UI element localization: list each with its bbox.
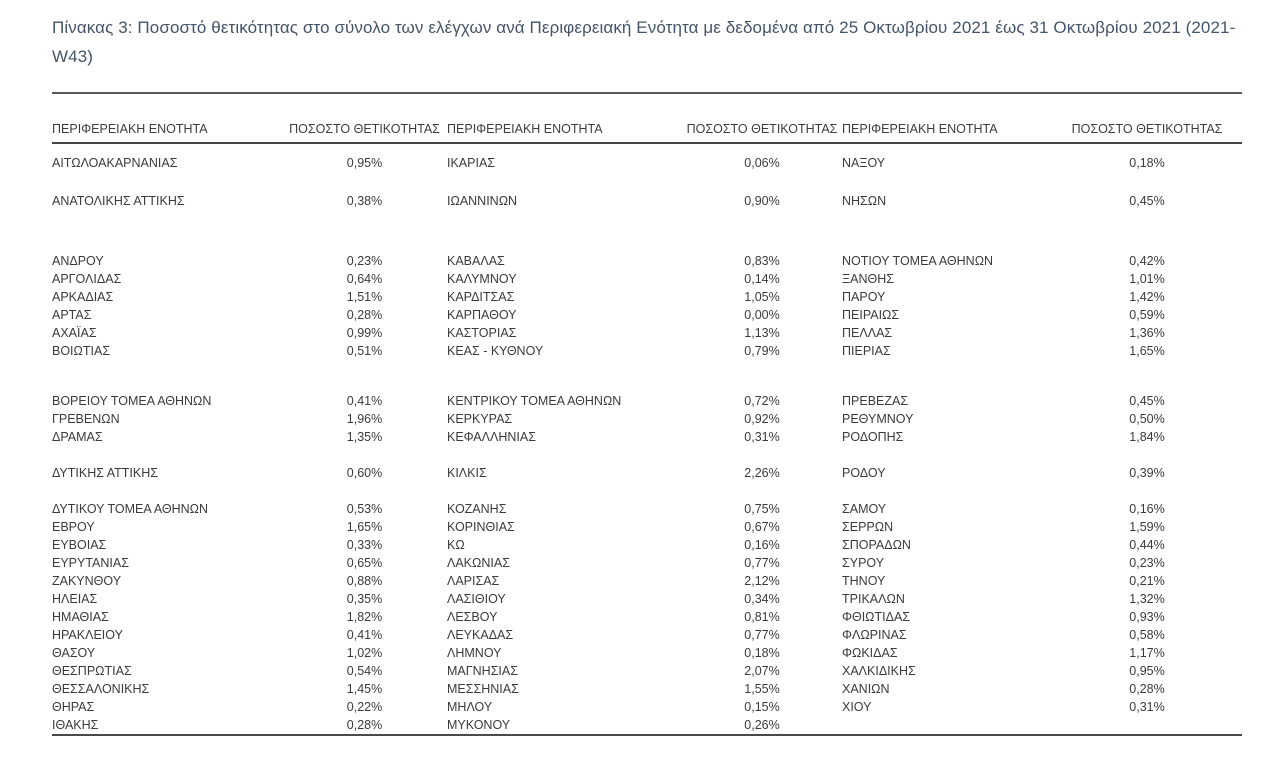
positivity-value: 0,95% <box>346 156 383 170</box>
region-name: ΦΛΩΡΙΝΑΣ <box>842 628 907 642</box>
column-header-positivity-3: ΠΟΣΟΣΤΟ ΘΕΤΙΚΟΤΗΤΑΣ <box>1052 94 1242 143</box>
region-name: ΤΡΙΚΑΛΩΝ <box>842 592 905 606</box>
region-name: ΚΕΡΚΥΡΑΣ <box>447 412 513 426</box>
positivity-value: 0,16% <box>1129 502 1165 516</box>
region-name: ΑΡΓΟΛΙΔΑΣ <box>52 272 122 286</box>
positivity-value: 1,42% <box>1129 290 1165 304</box>
region-name: ΚΑΣΤΟΡΙΑΣ <box>447 326 517 340</box>
positivity-value: 0,75% <box>744 502 780 516</box>
region-name: ΛΕΥΚΑΔΑΣ <box>447 628 514 642</box>
positivity-value: 0,21% <box>1129 574 1165 588</box>
region-name: ΚΟΡΙΝΘΙΑΣ <box>447 520 515 534</box>
region-name <box>842 716 1052 735</box>
region-name: ΡΟΔΟΠΗΣ <box>842 430 904 444</box>
table-row <box>52 410 1242 428</box>
region-name: ΧΑΛΚΙΔΙΚΗΣ <box>842 664 916 678</box>
positivity-value: 0,72% <box>744 394 780 408</box>
region-name: ΘΕΣΠΡΩΤΙΑΣ <box>52 664 132 678</box>
region-name: ΗΛΕΙΑΣ <box>52 592 98 606</box>
positivity-value: 0,26% <box>744 718 780 732</box>
region-name: ΘΗΡΑΣ <box>52 700 95 714</box>
positivity-value: 0,23% <box>346 254 383 268</box>
positivity-value: 0,67% <box>744 520 780 534</box>
positivity-value: 0,60% <box>346 466 383 480</box>
region-name: ΠΑΡΟΥ <box>842 290 886 304</box>
positivity-value: 0,99% <box>346 326 383 340</box>
positivity-value: 0,38% <box>346 194 383 208</box>
positivity-value: 1,17% <box>1129 646 1165 660</box>
region-name: ΚΟΖΑΝΗΣ <box>447 502 507 516</box>
region-name: ΑΡΤΑΣ <box>52 308 92 322</box>
positivity-table <box>52 94 1242 736</box>
positivity-value: 0,44% <box>1129 538 1165 552</box>
region-name: ΧΙΟΥ <box>842 700 872 714</box>
positivity-value: 0,28% <box>346 308 383 322</box>
region-name: ΦΘΙΩΤΙΔΑΣ <box>842 610 911 624</box>
table-row <box>52 182 1242 220</box>
table-row <box>52 518 1242 536</box>
positivity-value: 0,33% <box>346 538 383 552</box>
region-name: ΛΕΣΒΟΥ <box>447 610 498 624</box>
positivity-value: 1,59% <box>1129 520 1165 534</box>
region-name: ΚΩ <box>447 538 465 552</box>
region-name: ΒΟΡΕΙΟΥ ΤΟΜΕΑ ΑΘΗΝΩΝ <box>52 394 212 408</box>
region-name: ΛΑΚΩΝΙΑΣ <box>447 556 510 570</box>
table-row <box>52 680 1242 698</box>
table-row <box>52 392 1242 410</box>
positivity-value: 1,96% <box>346 412 383 426</box>
positivity-value: 1,45% <box>346 682 383 696</box>
positivity-value: 0,14% <box>744 272 780 286</box>
region-name: ΑΝΑΤΟΛΙΚΗΣ ΑΤΤΙΚΗΣ <box>52 194 185 208</box>
positivity-value: 0,22% <box>346 700 383 714</box>
table-row <box>52 554 1242 572</box>
positivity-value: 0,06% <box>744 156 780 170</box>
positivity-value: 0,81% <box>744 610 780 624</box>
region-name: ΔΡΑΜΑΣ <box>52 430 103 444</box>
column-header-positivity-2: ΠΟΣΟΣΤΟ ΘΕΤΙΚΟΤΗΤΑΣ <box>682 94 842 143</box>
positivity-value: 0,35% <box>346 592 383 606</box>
positivity-value: 0,23% <box>1129 556 1165 570</box>
positivity-value: 0,45% <box>1129 394 1165 408</box>
positivity-value: 1,36% <box>1129 326 1165 340</box>
table-row <box>52 698 1242 716</box>
group-spacer <box>52 482 1242 500</box>
region-name: ΠΡΕΒΕΖΑΣ <box>842 394 909 408</box>
region-name: ΜΑΓΝΗΣΙΑΣ <box>447 664 518 678</box>
region-name: ΘΑΣΟΥ <box>52 646 96 660</box>
region-name: ΔΥΤΙΚΗΣ ΑΤΤΙΚΗΣ <box>52 466 158 480</box>
region-name: ΤΗΝΟΥ <box>842 574 886 588</box>
positivity-value: 0,16% <box>744 538 780 552</box>
region-name: ΑΡΚΑΔΙΑΣ <box>52 290 114 304</box>
region-name: ΖΑΚΥΝΘΟΥ <box>52 574 122 588</box>
table-row <box>52 342 1242 360</box>
table-row <box>52 500 1242 518</box>
table-row <box>52 626 1242 644</box>
positivity-value: 0,77% <box>744 628 780 642</box>
positivity-value <box>1052 716 1242 735</box>
positivity-value: 0,79% <box>744 344 780 358</box>
region-name: ΠΕΛΛΑΣ <box>842 326 893 340</box>
positivity-value: 0,65% <box>346 556 383 570</box>
table-row <box>52 590 1242 608</box>
table-row <box>52 428 1242 446</box>
positivity-value: 1,01% <box>1129 272 1165 286</box>
positivity-value: 1,05% <box>744 290 780 304</box>
region-name: ΚΑΒΑΛΑΣ <box>447 254 505 268</box>
table-header <box>52 94 1242 143</box>
table-row <box>52 324 1242 342</box>
positivity-value: 2,12% <box>744 574 780 588</box>
positivity-value: 1,65% <box>346 520 383 534</box>
region-name: ΑΝΔΡΟΥ <box>52 254 104 268</box>
region-name: ΕΒΡΟΥ <box>52 520 95 534</box>
region-name: ΗΜΑΘΙΑΣ <box>52 610 109 624</box>
positivity-value: 2,26% <box>744 466 780 480</box>
positivity-value: 0,51% <box>346 344 383 358</box>
positivity-value: 0,50% <box>1129 412 1165 426</box>
region-name: ΚΕΝΤΡΙΚΟΥ ΤΟΜΕΑ ΑΘΗΝΩΝ <box>447 394 622 408</box>
table-caption: Πίνακας 3: Ποσοστό θετικότητας στο σύνολο των ελέγχων ανά Περιφερειακή Ενότητα με δεδομένα από 25 Οκτωβρίου 2021 έως 31 Οκτωβρίου 2021 (2021-W43) <box>52 18 1236 66</box>
table-body <box>52 143 1242 735</box>
region-name: ΝΑΞΟΥ <box>842 156 886 170</box>
region-name: ΞΑΝΘΗΣ <box>842 272 894 286</box>
region-name: ΓΡΕΒΕΝΩΝ <box>52 412 120 426</box>
group-spacer <box>52 220 1242 252</box>
group-spacer <box>52 360 1242 392</box>
table-row <box>52 662 1242 680</box>
region-name: ΘΕΣΣΑΛΟΝΙΚΗΣ <box>52 682 150 696</box>
positivity-value: 2,07% <box>744 664 780 678</box>
positivity-value: 1,51% <box>346 290 383 304</box>
column-header-region-1: ΠΕΡΙΦΕΡΕΙΑΚΗ ΕΝΟΤΗΤΑ <box>52 94 282 143</box>
positivity-value: 0,18% <box>1129 156 1165 170</box>
positivity-value: 1,65% <box>1129 344 1165 358</box>
positivity-value: 1,02% <box>346 646 383 660</box>
region-name: ΙΩΑΝΝΙΝΩΝ <box>447 194 518 208</box>
region-name: ΒΟΙΩΤΙΑΣ <box>52 344 111 358</box>
region-name: ΦΩΚΙΔΑΣ <box>842 646 898 660</box>
positivity-value: 0,92% <box>744 412 780 426</box>
positivity-value: 1,55% <box>744 682 780 696</box>
positivity-value: 0,88% <box>346 574 383 588</box>
region-name: ΕΥΒΟΙΑΣ <box>52 538 107 552</box>
positivity-value: 1,84% <box>1129 430 1165 444</box>
positivity-value: 0,93% <box>1129 610 1165 624</box>
positivity-value: 0,58% <box>1129 628 1165 642</box>
region-name: ΜΕΣΣΗΝΙΑΣ <box>447 682 519 696</box>
region-name: ΝΗΣΩΝ <box>842 194 887 208</box>
positivity-value: 1,13% <box>744 326 780 340</box>
region-name: ΙΘΑΚΗΣ <box>52 718 99 732</box>
region-name: ΚΑΡΠΑΘΟΥ <box>447 308 517 322</box>
positivity-value: 0,41% <box>346 394 383 408</box>
region-name: ΑΙΤΩΛΟΑΚΑΡΝΑΝΙΑΣ <box>52 156 178 170</box>
positivity-value: 0,41% <box>346 628 383 642</box>
group-spacer <box>52 446 1242 464</box>
region-name: ΛΑΣΙΘΙΟΥ <box>447 592 506 606</box>
positivity-value: 0,34% <box>744 592 780 606</box>
positivity-value: 1,32% <box>1129 592 1165 606</box>
region-name: ΑΧΑΪΑΣ <box>52 326 97 340</box>
positivity-value: 0,00% <box>744 308 780 322</box>
region-name: ΣΑΜΟΥ <box>842 502 887 516</box>
column-header-positivity-1: ΠΟΣΟΣΤΟ ΘΕΤΙΚΟΤΗΤΑΣ <box>282 94 447 143</box>
region-name: ΚΑΡΔΙΤΣΑΣ <box>447 290 515 304</box>
region-name: ΔΥΤΙΚΟΥ ΤΟΜΕΑ ΑΘΗΝΩΝ <box>52 502 209 516</box>
positivity-value: 0,15% <box>744 700 780 714</box>
positivity-value: 0,28% <box>346 718 383 732</box>
table-row <box>52 270 1242 288</box>
table-row <box>52 306 1242 324</box>
column-header-region-3: ΠΕΡΙΦΕΡΕΙΑΚΗ ΕΝΟΤΗΤΑ <box>842 94 1052 143</box>
positivity-value: 0,95% <box>1129 664 1165 678</box>
region-name: ΣΕΡΡΩΝ <box>842 520 894 534</box>
positivity-value: 0,18% <box>744 646 780 660</box>
region-name: ΠΕΙΡΑΙΩΣ <box>842 308 900 322</box>
region-name: ΡΕΘΥΜΝΟΥ <box>842 412 914 426</box>
positivity-value: 0,31% <box>1129 700 1165 714</box>
region-name: ΝΟΤΙΟΥ ΤΟΜΕΑ ΑΘΗΝΩΝ <box>842 254 994 268</box>
region-name: ΚΙΛΚΙΣ <box>447 466 487 480</box>
region-name: ΧΑΝΙΩΝ <box>842 682 890 696</box>
table-row <box>52 644 1242 662</box>
positivity-value: 0,83% <box>744 254 780 268</box>
positivity-value: 0,54% <box>346 664 383 678</box>
positivity-value: 0,90% <box>744 194 780 208</box>
region-name: ΜΗΛΟΥ <box>447 700 493 714</box>
positivity-value: 0,77% <box>744 556 780 570</box>
region-name: ΗΡΑΚΛΕΙΟΥ <box>52 628 123 642</box>
positivity-value: 0,53% <box>346 502 383 516</box>
column-header-region-2: ΠΕΡΙΦΕΡΕΙΑΚΗ ΕΝΟΤΗΤΑ <box>447 94 682 143</box>
region-name: ΛΑΡΙΣΑΣ <box>447 574 500 588</box>
positivity-value: 1,82% <box>346 610 383 624</box>
table-row <box>52 288 1242 306</box>
table-row <box>52 608 1242 626</box>
table-row <box>52 716 1242 735</box>
positivity-value: 0,39% <box>1129 466 1165 480</box>
positivity-value: 0,59% <box>1129 308 1165 322</box>
region-name: ΠΙΕΡΙΑΣ <box>842 344 891 358</box>
region-name: ΚΑΛΥΜΝΟΥ <box>447 272 517 286</box>
positivity-value: 0,45% <box>1129 194 1165 208</box>
region-name: ΣΥΡΟΥ <box>842 556 885 570</box>
region-name: ΡΟΔΟΥ <box>842 466 886 480</box>
positivity-value: 0,28% <box>1129 682 1165 696</box>
positivity-value: 0,64% <box>346 272 383 286</box>
positivity-value: 0,31% <box>744 430 780 444</box>
region-name: ΙΚΑΡΙΑΣ <box>447 156 496 170</box>
positivity-value: 1,35% <box>346 430 383 444</box>
region-name: ΣΠΟΡΑΔΩΝ <box>842 538 911 552</box>
table-row <box>52 252 1242 270</box>
region-name: ΚΕΑΣ - ΚΥΘΝΟΥ <box>447 344 544 358</box>
table-row <box>52 536 1242 554</box>
table-row <box>52 464 1242 482</box>
positivity-value: 0,42% <box>1129 254 1165 268</box>
region-name: ΚΕΦΑΛΛΗΝΙΑΣ <box>447 430 536 444</box>
region-name: ΜΥΚΟΝΟΥ <box>447 718 511 732</box>
region-name: ΕΥΡΥΤΑΝΙΑΣ <box>52 556 129 570</box>
header-row <box>52 94 1242 143</box>
table-row <box>52 143 1242 182</box>
region-name: ΛΗΜΝΟΥ <box>447 646 502 660</box>
table-row <box>52 572 1242 590</box>
